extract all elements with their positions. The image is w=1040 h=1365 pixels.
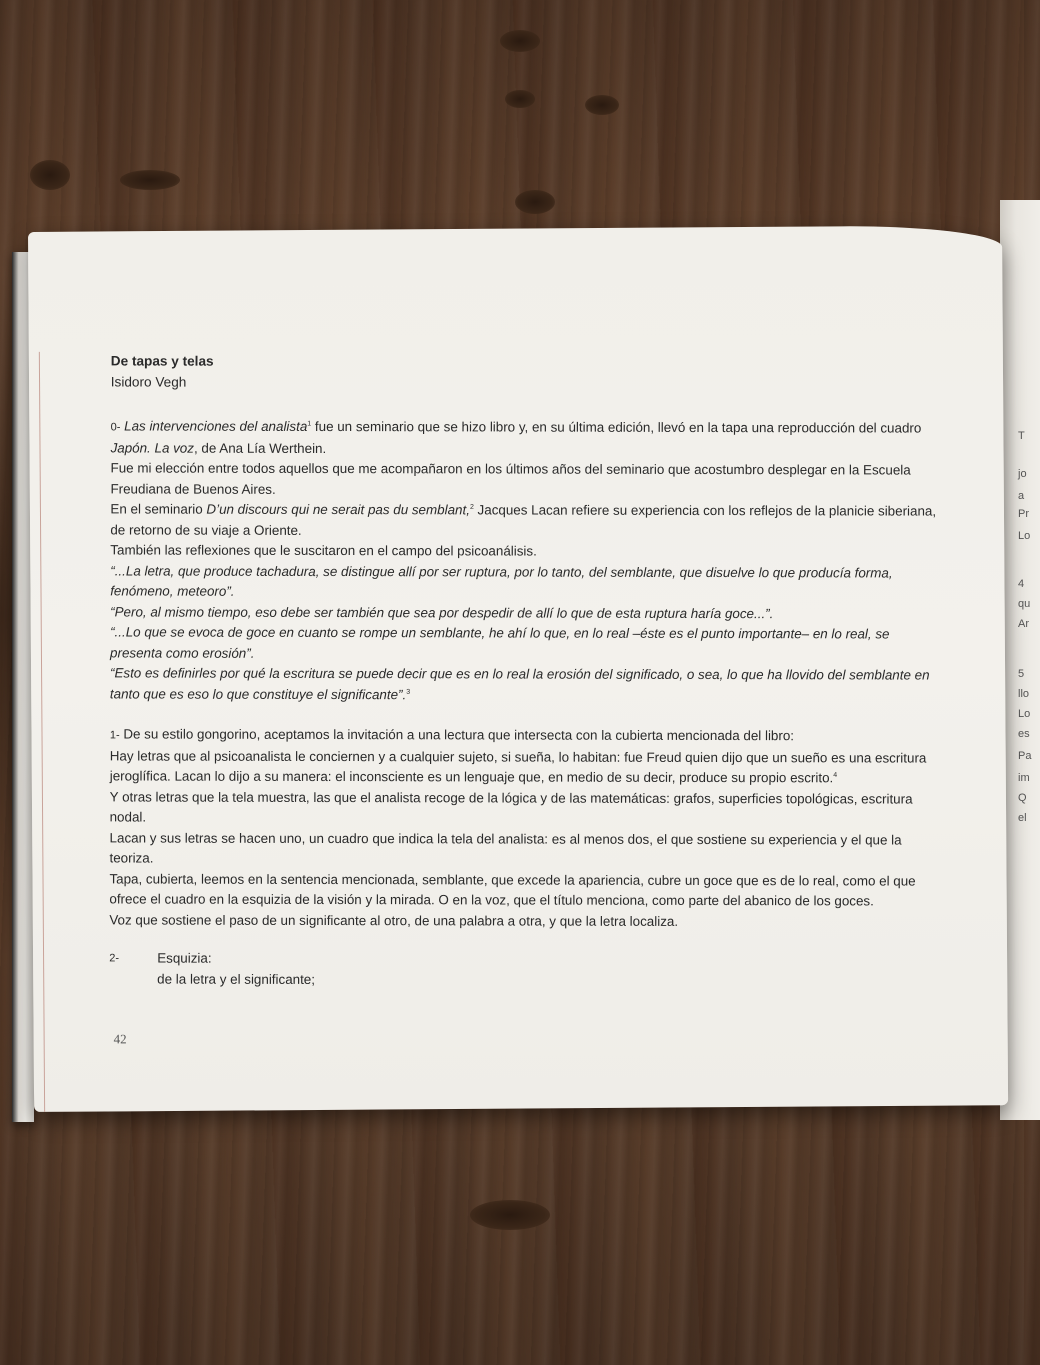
section-1-paragraph-1	[110, 724, 940, 748]
section-number: 2-	[109, 952, 120, 965]
wood-knot	[515, 190, 555, 214]
chapter-title: De tapas y telas	[110, 353, 214, 369]
section-1-paragraph-6: Voz que sostiene el paso de un significante al otro, de una palabra a otra, y que la letra localiza.	[109, 911, 679, 929]
right-page-fragment: im	[1018, 772, 1030, 784]
section-2-line-1: Esquizia:	[157, 950, 212, 966]
chapter-author: Isidoro Vegh	[110, 373, 187, 390]
page-number: 42	[113, 1031, 127, 1047]
footnote-ref: 4	[833, 771, 838, 779]
right-page-fragment: jo	[1018, 468, 1027, 480]
quote-4	[110, 663, 940, 706]
right-page-fragment: T	[1018, 430, 1025, 442]
book-page	[28, 225, 1008, 1112]
wood-knot	[470, 1200, 550, 1230]
text-span: Hay letras que al psicoanalista le conciernen y a cualquier sujeto, si sueña, lo habitan: fue Freud quien dijo que un sueño es una escritura jeroglífica. Lacan lo dijo a su manera: el inconsciente es un lenguaje que, en medio de su decir, produce su propio escrito.	[109, 747, 927, 786]
section-0-paragraph-4: También las reflexiones que le suscitaron en el campo del psicoanálisis.	[110, 542, 537, 559]
section-0-paragraph-3	[110, 499, 940, 542]
section-1-paragraph-3: Y otras letras que la tela muestra, las que el analista recoge de la lógica y de las matemáticas: grafos, superficies topológicas, escritura nodal.	[109, 788, 913, 825]
right-page-fragment: Pa	[1018, 750, 1032, 762]
wood-knot	[120, 170, 180, 190]
right-page-fragment: el	[1018, 812, 1027, 824]
right-page-fragment: Ar	[1018, 618, 1029, 630]
page-content	[109, 351, 941, 991]
section-number: 1-	[109, 729, 120, 742]
right-page-fragment: llo	[1018, 688, 1030, 700]
section-2-line-2: de la letra y el significante;	[157, 971, 316, 987]
quote-3: “...Lo que se evoca de goce en cuanto se rompe un semblante, he ahí lo que, en lo real –éste es el punto importante– en lo real, se presenta como erosión”.	[110, 624, 890, 661]
section-2	[109, 948, 939, 971]
footnote-ref: 2	[469, 503, 474, 511]
section-number: 0-	[110, 421, 121, 434]
right-page-fragment: Lo	[1018, 530, 1031, 542]
text-span: Jacques Lacan refiere su experiencia con los reflejos de la planicie siberiana, de retorno de su viaje a Oriente.	[110, 502, 937, 538]
footnote-ref: 3	[406, 688, 411, 696]
page-margin-line	[39, 352, 45, 1112]
wood-knot	[500, 30, 540, 52]
seminar-title: D’un discours qui ne serait pas du semblant,	[206, 501, 470, 518]
book-title: Las intervenciones del analista	[124, 418, 308, 434]
right-page-fragment: Lo	[1018, 708, 1031, 720]
right-page-fragment: 4	[1018, 578, 1025, 590]
right-page-fragment: Q	[1018, 792, 1027, 804]
quote-1: “...La letra, que produce tachadura, se distingue allí por ser ruptura, por lo tanto, del semblante, que disuelve lo que producía forma, fenómeno, meteoro”.	[110, 562, 893, 599]
right-page-fragment: 5	[1018, 668, 1025, 680]
wood-knot	[30, 160, 70, 190]
section-1-paragraph-4: Lacan y sus letras se hacen uno, un cuadro que indica la tela del analista: es al menos dos, el que sostiene su experiencia y el que la teoriza.	[109, 829, 902, 866]
section-0-paragraph-2: Fue mi elección entre todos aquellos que me acompañaron en los últimos años del seminario que acostumbro desplegar en la Escuela Freudiana de Buenos Aires.	[110, 460, 911, 497]
quote-text: “Esto es definirles por qué la escritura se puede decir que es en lo real la erosión del significado, o sea, lo que ha llovido del semblante en tanto que es eso lo que constituye el significante”.	[109, 665, 930, 702]
section-0-paragraph-1	[111, 416, 941, 460]
right-page-fragment: Pr	[1018, 508, 1029, 520]
text-span: , de Ana Lía Werthein.	[193, 440, 327, 456]
right-page-fragment: es	[1018, 728, 1030, 740]
section-1-paragraph-2	[110, 746, 940, 789]
wood-knot	[585, 95, 619, 115]
text-span: fue un seminario que se hizo libro y, en su última edición, llevó en la tapa una reproducción del cuadro	[311, 418, 922, 436]
section-1-paragraph-5: Tapa, cubierta, leemos en la sentencia mencionada, semblante, que excede la apariencia, cubre un goce que es de lo real, como el que ofrece el cuadro en la esquizia de la visión y la mirada. O en la voz, que el título menciona, como parte del abanico de los goces.	[109, 870, 916, 909]
footnote-ref: 1	[307, 420, 312, 428]
painting-title: Japón. La voz	[110, 439, 194, 456]
text-span: En el seminario	[110, 501, 207, 517]
wood-knot	[505, 90, 535, 108]
quote-2: “Pero, al mismo tiempo, eso debe ser también que sea por despedir de allí lo que de esta ruptura haría goce...”.	[110, 603, 774, 621]
right-page-fragment: a	[1018, 490, 1025, 502]
right-page-fragment: qu	[1018, 598, 1031, 610]
text-span: De su estilo gongorino, aceptamos la invitación a una lectura que intersecta con la cubierta mencionada del libro:	[119, 726, 795, 744]
